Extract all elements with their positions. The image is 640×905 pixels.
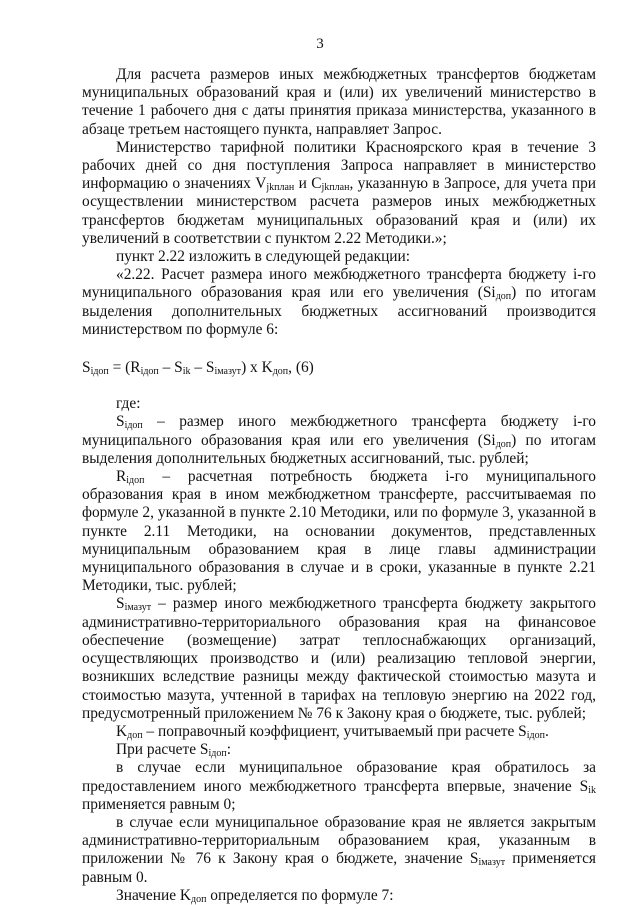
paragraph-calculation-intro: При расчете $S_{iдоп}$: <box>116 741 231 760</box>
paragraph-case-first-time: в случае если муниципальное образование края обратилось за предоставлением иного межбюджетного трансферта впервые, значение $S_{ik}$ применяется равным 0; <box>82 759 596 813</box>
definition-r-idop: $R_{iдоп}$ – расчетная потребность бюджета i-го муниципального образования края в ином межбюджетном трансферте, рассчитываемая по формуле 2, указанной в пункте 2.10 Методики, или по формуле 3, указанной в пункте 2.11 Методики, на основании документов, представленных муниципальным образованием края в лице главы администрации муниципального образования в случае и в сроки, указанные в пункте 2.21 Методики, тыс. рублей; <box>82 468 596 595</box>
definition-s-idop: $S_{iдоп}$ – размер иного межбюджетного трансферта бюджету i-го муниципального образования края или его увеличения $(Si_{доп})$ по итогам выделения дополнительных бюджетных ассигнований, тыс. рублей; <box>82 413 596 467</box>
paragraph-request: Для расчета размеров иных межбюджетных трансфертов бюджетам муниципальных образований края и (или) их увеличений министерство в течение 1 рабочего дня с даты принятия приказа министерства, указанного в абзаце третьем настоящего пункта, направляет Запрос. <box>82 66 596 138</box>
definition-k-dop: $K_{доп}$ – поправочный коэффициент, учитываемый при расчете $S_{iдоп}$. <box>116 722 549 741</box>
paragraph-where: где: <box>116 395 141 413</box>
paragraph-amendment: пункт 2.22 изложить в следующей редакции: <box>116 248 411 266</box>
paragraph-k-dop-formula-7: Значение $K_{доп}$ определяется по формуле 7: <box>116 886 394 905</box>
paragraph-2-22: «2.22. Расчет размера иного межбюджетного трансферта бюджету i-го муниципального образования края или его увеличения $(Si_{доп})$ по итогам выделения дополнительных бюджетных ассигнований производится министерством по формуле 6: <box>82 266 596 338</box>
paragraph-case-not-zato: в случае если муниципальное образование края не является закрытым административно-территориальным образованием края, указанным в приложении № 76 к Закону края о бюджете, значение $S_{iмазут}$ применяется равным 0. <box>82 813 597 886</box>
document-body <box>82 66 596 905</box>
definition-s-imazut: $S_{iмазут}$ – размер иного межбюджетного трансферта бюджету закрытого административно-территориального образования края на финансовое обеспечение (возмещение) затрат теплоснабжающих организаций, осуществляющих производство и (или) реализацию тепловой энергии, возникших вследствие разницы между фактической стоимостью мазута и стоимостью мазута, учтенной в тарифах на тепловую энергию на 2022 год, предусмотренный приложением № 76 к Закону края о бюджете, тыс. рублей; <box>82 595 596 722</box>
paragraph-tariff-ministry: Министерство тарифной политики Красноярского края в течение 3 рабочих дней со дня поступления Запроса направляет в министерство информацию о значениях $V_{jkплан}$ и $C_{jkплан}$, указанную в Запросе, для учета при осуществлении министерством расчета размеров иных межбюджетных трансфертов бюджетам муниципальных образований края и (или) их увеличений в соответствии с пунктом 2.22 Методики.»; <box>82 138 596 247</box>
page-number: 3 <box>316 36 324 52</box>
formula-6: $S_{iдоп} = (R_{iдоп} - S_{ik} - S_{iмазут})$ х $K_{доп}$, (6) <box>82 359 314 378</box>
